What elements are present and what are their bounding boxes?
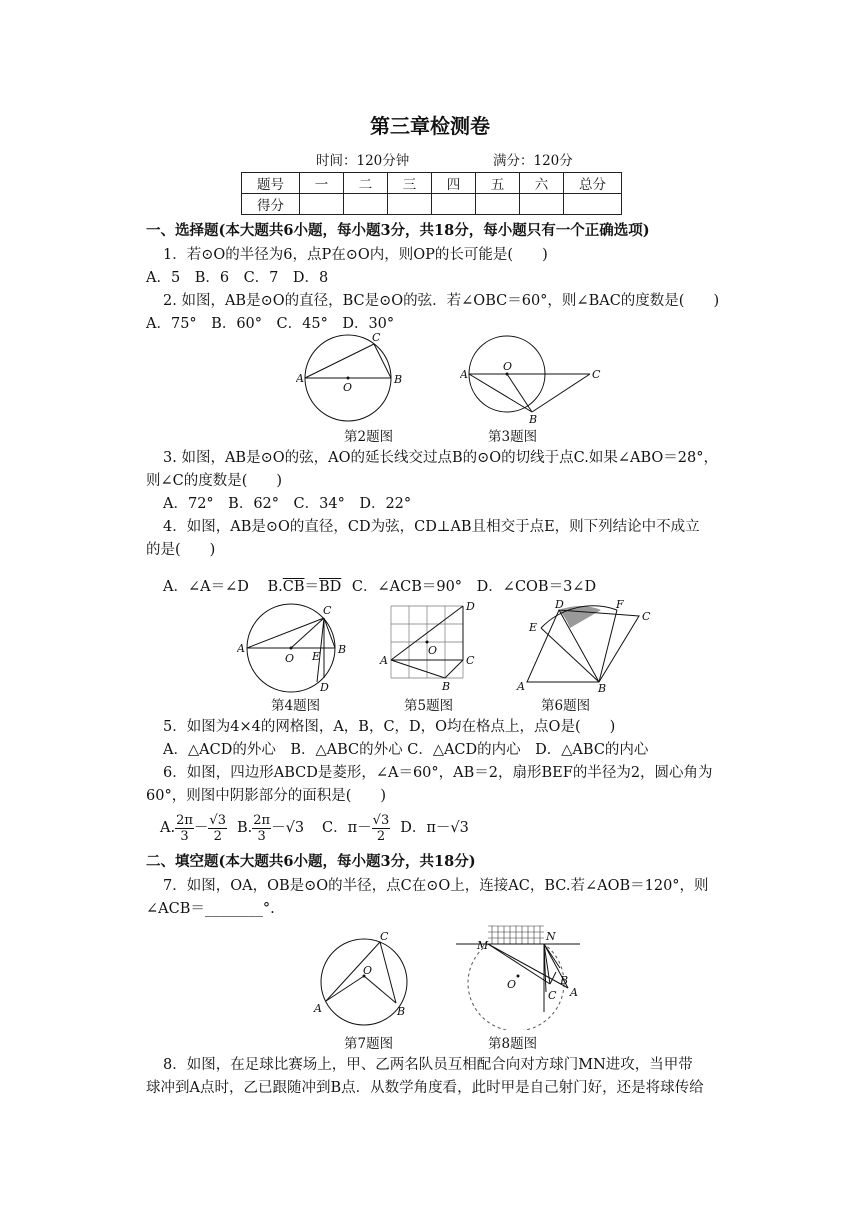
label-A: A: [314, 1002, 322, 1015]
q6-line1: 6．如图，四边形ABCD是菱形，∠A＝60°，AB＝2，扇形BEF的半径为2，圆心角为: [163, 765, 713, 781]
fraction: [175, 813, 194, 844]
score-input-cell[interactable]: [564, 194, 622, 215]
q6-option-a-prefix: A.: [160, 820, 176, 836]
q4-option-d: D．∠COB＝3∠D: [476, 579, 597, 595]
figure-q4: [237, 598, 352, 694]
score-input-cell[interactable]: [300, 194, 344, 215]
figure-q8: [450, 922, 586, 1030]
label-A: A: [570, 986, 578, 999]
numerator: 2π: [176, 812, 193, 828]
label-C: C: [642, 610, 651, 623]
figure-q2: [296, 330, 416, 430]
q6-options: [160, 810, 469, 846]
q6-line2: 60°，则图中阴影部分的面积是( ): [146, 788, 387, 804]
q8-line1: 8．如图，在足球比赛场上，甲、乙两名队员互相配合向对方球门MN进攻，当甲带: [163, 1057, 693, 1073]
label-D: D: [320, 681, 329, 694]
label-B: B: [394, 373, 403, 386]
caption-q3: 第3题图: [488, 429, 538, 445]
q7-line2: ∠ACB＝________°.: [146, 901, 275, 917]
table-cell: 得分: [242, 194, 300, 215]
label-B: B: [560, 974, 569, 987]
score-input-cell[interactable]: [344, 194, 388, 215]
label-A: A: [517, 680, 525, 693]
q4-line2: 的是( ): [146, 542, 216, 558]
table-cell: 一: [300, 173, 344, 194]
label-N: N: [546, 930, 556, 943]
label-O: O: [343, 381, 353, 394]
fraction: [208, 813, 227, 844]
label-F: F: [616, 598, 624, 611]
q6-option-c-prefix: C．π－: [322, 820, 372, 836]
section2-heading: 二、填空题(本大题共6小题，每小题3分，共18分): [146, 853, 476, 870]
label-C: C: [380, 930, 389, 943]
label-C: C: [466, 654, 475, 667]
q2-stem: 2. 如图，AB是⊙O的直径，BC是⊙O的弦．若∠OBC＝60°，则∠BAC的度数是( ): [163, 293, 720, 309]
caption-q5: 第5题图: [404, 698, 454, 714]
label-D: D: [555, 598, 564, 611]
caption-q6: 第6题图: [541, 698, 591, 714]
q7-line1: 7．如图，OA，OB是⊙O的半径，点C在⊙O上，连接AC，BC.若∠AOB＝120°，则: [163, 878, 709, 894]
q3-options: A．72° B．62° C．34° D．22°: [163, 496, 412, 512]
label-B: B: [338, 643, 347, 656]
numerator: √3: [372, 812, 390, 828]
label-M: M: [477, 939, 489, 952]
label-C: C: [548, 989, 557, 1002]
caption-q4: 第4题图: [271, 698, 321, 714]
table-row: [242, 194, 622, 215]
label-C: C: [592, 368, 601, 381]
table-cell: 二: [344, 173, 388, 194]
q1-stem: 1．若⊙O的半径为6，点P在⊙O内，则OP的长可能是( ): [163, 247, 548, 263]
label-O: O: [507, 978, 517, 991]
score-input-cell[interactable]: [432, 194, 476, 215]
q1-options: A．5 B．6 C．7 D．8: [146, 270, 329, 286]
q8-line2: 球冲到A点时，乙已跟随冲到B点．从数学角度看，此时甲是自己射门好，还是将球传给: [146, 1080, 704, 1096]
page-title: 第三章检测卷: [370, 114, 490, 138]
label-C: C: [323, 604, 332, 617]
q3-line2: 则∠C的度数是( ): [146, 473, 283, 489]
section1-heading: 一、选择题(本大题共6小题，每小题3分，共18分，每小题只有一个正确选项): [146, 222, 650, 239]
label-O: O: [285, 652, 295, 665]
label-E: E: [529, 621, 538, 634]
figure-q7: [308, 928, 418, 1028]
label-D: D: [466, 600, 475, 613]
full-score: 满分：120分: [493, 153, 573, 169]
q6-option-b-tail: －√3: [271, 820, 305, 836]
score-input-cell[interactable]: [476, 194, 520, 215]
q4-options: [163, 578, 596, 596]
fraction: [252, 813, 271, 844]
table-cell: 总分: [564, 173, 622, 194]
table-cell: 题号: [242, 173, 300, 194]
denominator: 2: [376, 828, 386, 844]
label-B: B: [529, 413, 538, 426]
label-O: O: [428, 644, 438, 657]
table-cell: 四: [432, 173, 476, 194]
figure-q3: [460, 334, 610, 426]
label-B: B: [397, 1005, 406, 1018]
denominator: 3: [180, 828, 189, 844]
table-cell: 五: [476, 173, 520, 194]
arc-bd: $\overline{BD}$: [319, 579, 342, 595]
label-B: B: [442, 680, 451, 693]
denominator: 2: [213, 828, 222, 844]
denominator: 3: [257, 828, 266, 844]
label-O: O: [503, 360, 513, 373]
q2-options: A．75° B．60° C．45° D．30°: [146, 316, 395, 332]
label-C: C: [372, 331, 381, 344]
caption-q8: 第8题图: [488, 1036, 538, 1052]
label-A: A: [237, 642, 245, 655]
q4-option-b-prefix: B.: [267, 579, 283, 595]
label-E: E: [312, 650, 321, 663]
time-limit: 时间：120分钟: [316, 153, 410, 169]
q6-option-d: D．π－√3: [400, 820, 469, 836]
fraction: [372, 813, 391, 844]
table-cell: 六: [520, 173, 564, 194]
minus-sign: －: [193, 820, 209, 836]
figure-q5: [377, 600, 487, 694]
q5-options: A．△ACD的外心 B．△ABC的外心 C．△ACD的内心 D．△ABC的内心: [163, 742, 649, 758]
equals-sign: ＝: [304, 579, 319, 595]
table-row: [242, 173, 622, 194]
numerator: 2π: [253, 812, 271, 828]
label-A: A: [460, 368, 468, 381]
table-cell: 三: [388, 173, 432, 194]
q4-line1: 4．如图，AB是⊙O的直径，CD为弦，CD⊥AB且相交于点E，则下列结论中不成立: [163, 519, 700, 535]
q5-stem: 5．如图为4×4的网格图，A，B，C，D，O均在格点上，点O是( ): [163, 719, 616, 735]
label-B: B: [598, 682, 607, 694]
q4-option-c: C．∠ACB＝90°: [351, 579, 463, 595]
label-A: A: [380, 654, 388, 667]
arc-cb: $\overline{CB}$: [282, 579, 305, 595]
label-A: A: [296, 372, 304, 385]
score-table: [241, 172, 622, 215]
score-input-cell[interactable]: [520, 194, 564, 215]
q3-line1: 3. 如图，AB是⊙O的弦，AO的延长线交过点B的⊙O的切线于点C.如果∠ABO＝28°，: [163, 450, 718, 466]
numerator: √3: [209, 812, 226, 828]
score-input-cell[interactable]: [388, 194, 432, 215]
caption-q7: 第7题图: [344, 1036, 394, 1052]
q6-option-b-prefix: B.: [236, 820, 253, 836]
label-O: O: [363, 964, 373, 977]
q4-option-a: A．∠A＝∠D: [163, 579, 249, 595]
figure-q6: [509, 598, 661, 694]
caption-q2: 第2题图: [344, 429, 394, 445]
